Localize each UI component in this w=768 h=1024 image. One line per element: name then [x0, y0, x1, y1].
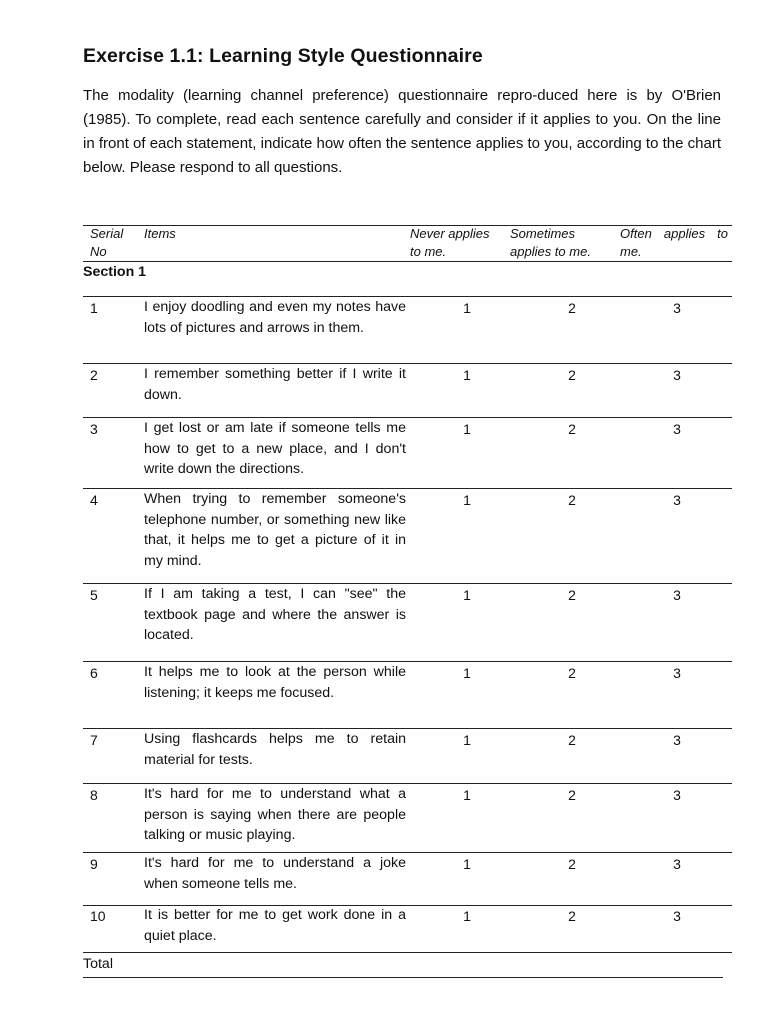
row-number: 2: [90, 367, 98, 383]
total-label: Total: [83, 956, 113, 972]
rating-never: 1: [463, 587, 471, 603]
table-bottom-rule: [83, 977, 723, 978]
row-rule: [83, 952, 732, 953]
rating-often: 3: [673, 856, 681, 872]
row-number: 3: [90, 421, 98, 437]
rating-sometimes: 2: [568, 856, 576, 872]
row-number: 10: [90, 908, 106, 924]
rating-sometimes: 2: [568, 367, 576, 383]
header-never-applies: Never applies to me.: [410, 226, 490, 259]
rating-often: 3: [673, 787, 681, 803]
header-sometimes-applies: Sometimes applies to me.: [510, 226, 591, 259]
rating-often: 3: [673, 492, 681, 508]
rating-sometimes: 2: [568, 732, 576, 748]
rating-often: 3: [673, 367, 681, 383]
header-items: Items: [144, 226, 176, 241]
rating-sometimes: 2: [568, 300, 576, 316]
section-label: Section 1: [83, 264, 147, 280]
rating-never: 1: [463, 665, 471, 681]
row-item-text: It helps me to look at the person while listening; it keeps me focused.: [144, 664, 406, 701]
header-serial-no: Serial No: [90, 226, 124, 259]
row-number: 5: [90, 587, 98, 603]
rating-sometimes: 2: [568, 908, 576, 924]
rating-sometimes: 2: [568, 587, 576, 603]
rating-never: 1: [463, 856, 471, 872]
header-bottom-rule: [83, 261, 732, 262]
rating-often: 3: [673, 300, 681, 316]
rating-never: 1: [463, 732, 471, 748]
page-title: Exercise 1.1: Learning Style Questionnaire: [83, 45, 483, 67]
row-item-text: I remember something better if I write it down.: [144, 366, 406, 403]
rating-often: 3: [673, 732, 681, 748]
row-item-text: It's hard for me to understand a joke when someone tells me.: [144, 855, 406, 892]
rating-never: 1: [463, 421, 471, 437]
row-number: 9: [90, 856, 98, 872]
rating-sometimes: 2: [568, 492, 576, 508]
row-item-text: It is better for me to get work done in a quiet place.: [144, 907, 406, 944]
rating-often: 3: [673, 421, 681, 437]
rating-never: 1: [463, 367, 471, 383]
rating-sometimes: 2: [568, 665, 576, 681]
rating-often: 3: [673, 587, 681, 603]
rating-never: 1: [463, 300, 471, 316]
rating-sometimes: 2: [568, 421, 576, 437]
row-item-text: When trying to remember someone's telephone number, or something new like that, it helps me to get a picture of it in my mind.: [144, 491, 406, 570]
row-number: 6: [90, 665, 98, 681]
rating-sometimes: 2: [568, 787, 576, 803]
row-number: 8: [90, 787, 98, 803]
row-number: 7: [90, 732, 98, 748]
row-item-text: I get lost or am late if someone tells me how to get to a new place, and I don't write down the directions.: [144, 420, 406, 478]
row-item-text: If I am taking a test, I can "see" the textbook page and where the answer is located.: [144, 586, 406, 644]
rating-never: 1: [463, 492, 471, 508]
header-often-applies: Often applies to me.: [620, 226, 728, 259]
row-item-text: Using flashcards helps me to retain material for tests.: [144, 731, 406, 768]
rating-never: 1: [463, 787, 471, 803]
rating-often: 3: [673, 908, 681, 924]
row-item-text: It's hard for me to understand what a person is saying when there are people talking or music playing.: [144, 786, 406, 844]
rating-often: 3: [673, 665, 681, 681]
intro-paragraph: The modality (learning channel preference) questionnaire repro-duced here is by O'Brien (1985). To complete, read each sentence carefully and consider if it applies to you. On the line in front of each statement, indicate how often the sentence applies to you, according to the chart below. Please respond to all questions.: [83, 87, 721, 176]
row-number: 1: [90, 300, 98, 316]
row-number: 4: [90, 492, 98, 508]
rating-never: 1: [463, 908, 471, 924]
row-item-text: I enjoy doodling and even my notes have lots of pictures and arrows in them.: [144, 299, 406, 336]
